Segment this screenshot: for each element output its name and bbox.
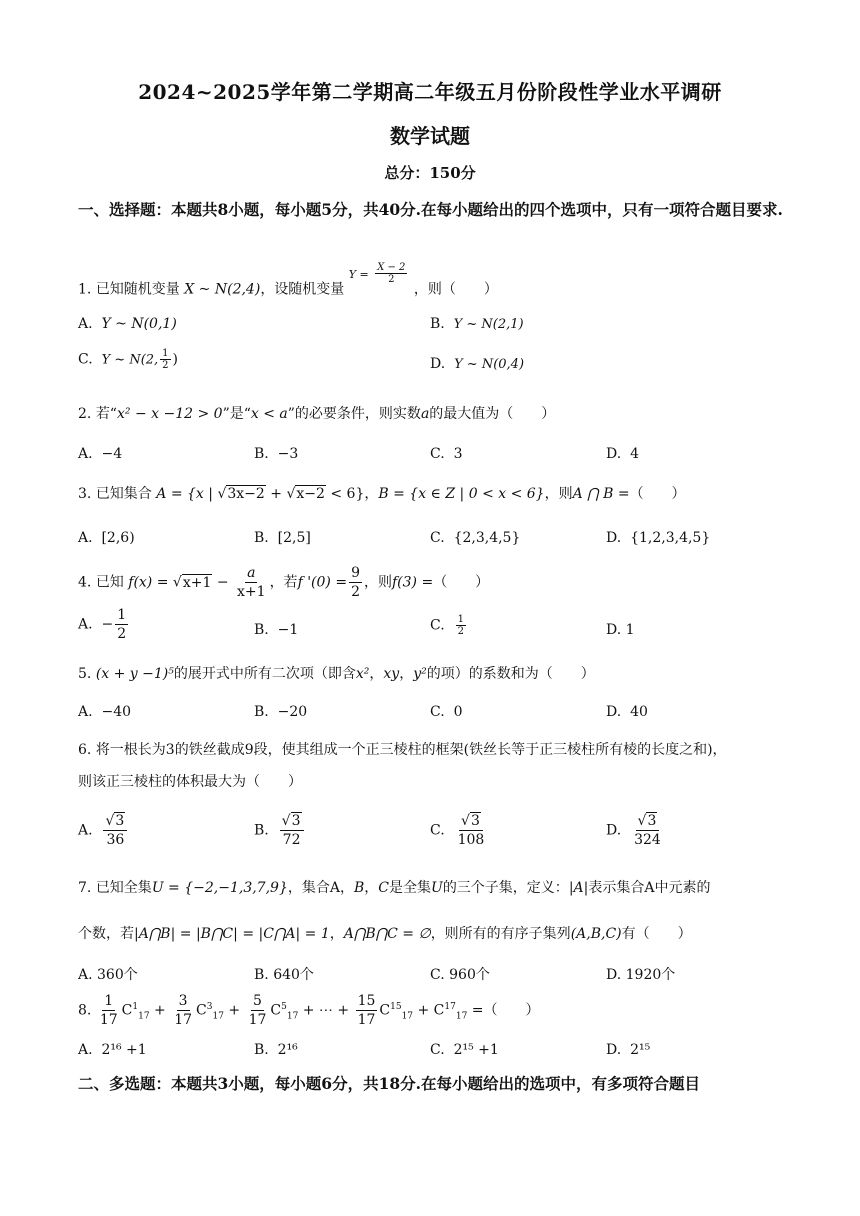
option-c: C. {2,3,4,5} [430, 530, 521, 546]
question-5: 5. (x + y −1)⁵的展开式中所有二次项（即含x²，xy，y²的项）的系数和为（ ） [78, 666, 595, 682]
section-one-heading: 一、选择题：本题共8小题，每小题5分，共40分.在每小题给出的四个选项中，只有一项符合题目要求. [78, 200, 783, 219]
question-3: 3. 已知集合 A = {x | √3x−2 + √x−2 < 6}，B = {x ∈ Z | 0 < x < 6}，则A ⋂ B =（ ） [78, 486, 686, 502]
option-b: B. 640个 [254, 967, 314, 983]
option-c: C. $\frac{√3}{108}$ [430, 813, 485, 848]
question-6: 6. 将一根长为3的铁丝截成9段，使其组成一个正三棱柱的框架(铁丝长等于正三棱柱所有棱的长度之和)， [78, 742, 727, 758]
option-b: B. −1 [254, 622, 299, 638]
fraction: $\frac{X - 2}{2}$ [377, 262, 406, 285]
option-d: D. 1 [606, 622, 635, 638]
option-a: A. −4 [78, 446, 123, 462]
question-4: 4. 已知 f(x) = √x+1 − $\frac{a}{x+1}$ ，若f '(0) = $\frac{9}{2}$ ，则f(3) =（ ） [78, 565, 490, 600]
question-7-options [78, 964, 788, 994]
question-7-line-2: 个数，若|A⋂B| = |B⋂C| = |C⋂A| = 1，A⋂B⋂C = ∅，则所有的有序子集列(A,B,C)有（ ） [78, 926, 692, 942]
option-a: A. $\frac{√3}{36}$ [78, 812, 129, 849]
question-2: 2. 若“x² − x −12 > 0”是“x < a”的必要条件，则实数a的最大值为（ ） [78, 406, 556, 422]
option-a: A. −40 [78, 704, 132, 720]
question-3-options [78, 530, 788, 560]
option-a: A. [2,6) [78, 530, 135, 546]
option-b: B. Y ~ N(2,1) [430, 316, 524, 332]
option-d: D. $\frac{√3}{324}$ [606, 813, 661, 848]
question-5-options [78, 704, 788, 734]
option-c: C. Y ~ N(2, $\frac{1}{2}$ ) [78, 348, 179, 371]
option-a: A. 2¹⁶ +1 [78, 1042, 147, 1058]
question-8: 8. $\frac{1}{17}$ $C^1_{17}$ + $\frac{3}{17}$ $C^3_{17}$ + $\frac{5}{17}$ $C^5_{17}$ + ⋯ + $\frac{15}{17}$ $C^{15}_{17} + C^{17}_{17}$ =（ ） [78, 993, 540, 1028]
question-2-options [78, 446, 788, 476]
question-1-options [78, 316, 788, 346]
option-d: D. 4 [606, 446, 640, 462]
section-two-heading: 二、多选题：本题共3小题，每小题6分，共18分.在每小题给出的选项中，有多项符合题目 [78, 1074, 701, 1093]
option-c: C. 2¹⁵ +1 [430, 1042, 499, 1058]
total-score: 总分：150分 [384, 164, 476, 182]
question-6-options [78, 812, 788, 856]
exam-title: 2024~2025学年第二学期高二年级五月份阶段性学业水平调研 [138, 80, 722, 104]
option-d: D. 1920个 [606, 967, 676, 983]
option-a: A. − $\frac{1}{2}$ [78, 607, 127, 642]
option-b: B. $\frac{√3}{72}$ [254, 812, 306, 849]
question-7: 7. 已知全集U = {−2,−1,3,7,9}，集合A，B，C是全集U的三个子集，定义：|A|表示集合A中元素的 [78, 880, 711, 896]
option-b: B. −3 [254, 446, 299, 462]
option-a: A. 360个 [78, 967, 138, 983]
question-6-line-2: 则该正三棱柱的体积最大为（ ） [78, 774, 302, 790]
question-4-options [78, 607, 788, 642]
question-1-options-2 [78, 348, 788, 386]
option-b: B. 2¹⁶ [254, 1042, 298, 1058]
option-d: D. Y ~ N(0,4) [430, 356, 525, 372]
option-d: D. 40 [606, 704, 648, 720]
question-1: 1. 已知随机变量 X ~ N(2,4)，设随机变量 Y = $\frac{X - 2}{2}$ ，则（ ） [78, 262, 498, 298]
option-c: C. 0 [430, 704, 463, 720]
option-b: B. −20 [254, 704, 308, 720]
option-d: D. 2¹⁵ [606, 1042, 651, 1058]
option-b: B. [2,5] [254, 530, 311, 546]
option-a: A. Y ~ N(0,1) [78, 316, 177, 332]
option-c: C. $\frac{1}{2}$ [430, 614, 464, 637]
option-c: C. 3 [430, 446, 463, 462]
option-c: C. 960个 [430, 967, 490, 983]
option-d: D. {1,2,3,4,5} [606, 530, 711, 546]
exam-subject: 数学试题 [390, 124, 470, 148]
